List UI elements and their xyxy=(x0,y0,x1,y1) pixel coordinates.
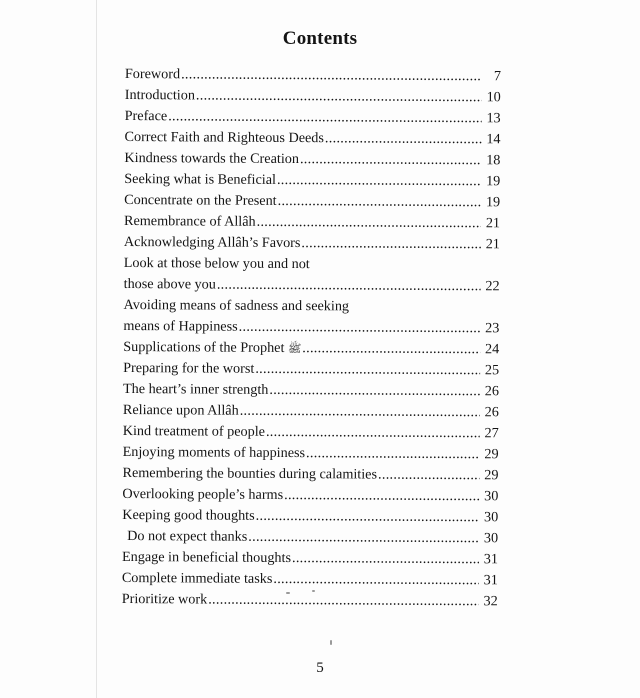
toc-entry-label-text: Prioritize work xyxy=(121,590,208,608)
toc-entry-label-text: Enjoying moments of happiness xyxy=(122,443,306,462)
toc-entry-label xyxy=(125,64,180,85)
toc-entry-lead-line: Look at those below you and not xyxy=(123,254,310,273)
toc-entry-label-text: The heart’s inner strength xyxy=(122,380,269,398)
toc-entry-row xyxy=(123,316,499,339)
toc-entry-label xyxy=(124,232,301,254)
toc-entry xyxy=(124,169,500,192)
toc-entry-label xyxy=(122,568,273,590)
toc-entry-label-text: Preface xyxy=(124,107,168,125)
toc-entry-label-text: Preparing for the worst xyxy=(123,359,255,377)
toc-entry-page: 29 xyxy=(484,467,499,484)
toc-entry-row xyxy=(123,337,499,360)
toc-entry xyxy=(124,232,500,255)
toc-entry-label-text: Introduction xyxy=(124,86,195,104)
toc-entry-label xyxy=(127,526,247,548)
toc-entry xyxy=(122,526,498,549)
scan-speck xyxy=(312,590,315,592)
toc-entry xyxy=(124,190,500,213)
scan-speck xyxy=(286,592,290,594)
toc-entry-page: 30 xyxy=(483,530,499,547)
dot-leader xyxy=(239,317,481,339)
dot-leader xyxy=(306,443,480,465)
toc-entry-label-text: Remembrance of Allâh xyxy=(123,212,256,230)
dot-leader xyxy=(217,275,481,298)
toc-entry-page: 14 xyxy=(486,131,501,148)
toc-entry-label-text: Kind treatment of people xyxy=(122,422,266,440)
toc-entry-row xyxy=(122,568,498,591)
toc-entry xyxy=(123,295,499,339)
dot-leader xyxy=(284,485,479,507)
toc-entry-page: 32 xyxy=(483,593,498,610)
toc-entry xyxy=(123,442,499,465)
toc-entry-label xyxy=(122,463,377,486)
toc-entry-label xyxy=(123,400,239,422)
toc-entry-page: 26 xyxy=(484,404,499,421)
toc-entry-row xyxy=(124,148,500,171)
toc-entry-page: 25 xyxy=(484,362,500,379)
toc-entry-label-text: Foreword xyxy=(124,65,181,83)
toc-entry-row xyxy=(123,379,499,402)
toc-entry xyxy=(123,358,499,381)
toc-entry xyxy=(122,505,498,528)
toc-entry-row xyxy=(124,190,500,213)
dot-leader xyxy=(256,506,480,528)
toc-entry-row xyxy=(124,232,500,255)
dot-leader xyxy=(301,233,481,255)
toc-entry-page: 19 xyxy=(486,173,501,190)
toc-entry-page: 24 xyxy=(485,341,500,358)
toc-entry-label xyxy=(124,190,277,212)
toc-entry-page: 21 xyxy=(485,236,500,253)
toc-entry-row xyxy=(123,400,499,423)
toc-entry-label xyxy=(124,127,323,149)
toc-entry-label-text: means of Happiness xyxy=(123,317,238,335)
scan-edge-divider xyxy=(96,0,97,698)
toc-entry-page: 27 xyxy=(484,425,499,442)
toc-entry-label xyxy=(124,274,216,296)
toc-entry-label xyxy=(124,169,276,191)
dot-leader xyxy=(277,170,481,192)
page-number: 5 xyxy=(316,660,324,676)
toc-entry-page: 31 xyxy=(483,551,499,568)
toc-entry-row xyxy=(125,64,501,87)
toc-entry-page: 19 xyxy=(485,194,501,211)
toc-entry-row xyxy=(125,106,501,129)
toc-entry-label xyxy=(123,442,306,464)
toc-entry xyxy=(125,106,501,129)
dot-leader xyxy=(378,465,480,487)
toc-entry xyxy=(125,64,501,87)
toc-entry-label-text: Kindness towards the Creation xyxy=(124,149,300,168)
toc-entry-row xyxy=(124,211,500,234)
toc-entry-label-text: Acknowledging Allâh’s Favors xyxy=(123,233,301,252)
toc-entry-label xyxy=(122,505,255,527)
toc-entry xyxy=(123,379,499,402)
toc-entry-page: 26 xyxy=(484,383,500,400)
toc-entry-label-text: Keeping good thoughts xyxy=(122,506,255,524)
toc-entry-label-text: Complete immediate tasks xyxy=(121,569,273,587)
dot-leader xyxy=(269,380,480,402)
dot-leader xyxy=(181,64,482,87)
toc-entry-label xyxy=(123,358,254,380)
toc-entry-row xyxy=(123,421,499,444)
toc-entry xyxy=(125,85,501,108)
toc-entry-label xyxy=(122,589,208,611)
toc-entry-page: 30 xyxy=(484,509,499,526)
toc-entry-row xyxy=(122,484,498,507)
toc-entry-row xyxy=(122,463,498,486)
toc-entry-row xyxy=(122,547,498,570)
dot-leader xyxy=(255,359,480,381)
toc-entry-label-text: those above you xyxy=(123,275,216,293)
dot-leader xyxy=(248,527,479,549)
salutation-seal-icon: ﷺ xyxy=(287,343,302,356)
toc-entry-row xyxy=(123,442,499,465)
toc-entry xyxy=(124,127,500,150)
toc-entry-label xyxy=(125,106,168,127)
toc-entry-label xyxy=(122,547,291,569)
dot-leader xyxy=(257,212,482,234)
toc-entry xyxy=(122,547,498,570)
toc-entry-page: 31 xyxy=(483,572,498,589)
table-of-contents xyxy=(122,64,501,612)
toc-entry xyxy=(123,421,499,444)
toc-entry-row xyxy=(122,526,498,549)
dot-leader xyxy=(292,548,479,570)
toc-entry xyxy=(122,589,498,612)
toc-entry-page: 22 xyxy=(485,278,500,295)
dot-leader xyxy=(278,191,482,213)
toc-entry-label-text: Engage in beneficial thoughts xyxy=(121,548,292,567)
toc-entry-label-text: Reliance upon Allâh xyxy=(122,401,239,419)
dot-leader xyxy=(266,422,480,444)
toc-entry-page: 23 xyxy=(485,320,500,337)
toc-entry xyxy=(122,568,498,591)
toc-entry xyxy=(122,463,498,486)
toc-entry-label-text: Seeking what is Beneficial xyxy=(124,170,277,188)
page-title: Contents xyxy=(282,28,358,49)
toc-entry-label xyxy=(124,211,256,233)
toc-entry xyxy=(124,148,500,171)
dot-leader xyxy=(273,569,479,591)
toc-entry-label-text: Concentrate on the Present xyxy=(124,191,277,209)
toc-entry-label-text: Supplications of the Prophet xyxy=(123,338,285,356)
toc-entry-row xyxy=(124,127,500,150)
dot-leader xyxy=(302,338,480,360)
toc-entry-row xyxy=(122,505,498,528)
dot-leader xyxy=(325,128,482,150)
toc-entry-label xyxy=(125,85,195,106)
toc-entry-page: 30 xyxy=(484,488,499,505)
toc-entry-label xyxy=(123,337,301,360)
toc-entry-label xyxy=(123,421,265,443)
toc-entry-row xyxy=(124,274,500,297)
dot-leader xyxy=(240,401,480,423)
toc-entry-page: 10 xyxy=(486,89,501,106)
toc-entry-row xyxy=(124,169,500,192)
toc-entry xyxy=(123,337,499,360)
toc-entry-label xyxy=(123,316,237,338)
toc-entry-label-text: Correct Faith and Righteous Deeds xyxy=(124,128,324,147)
toc-entry-row xyxy=(122,589,498,612)
toc-entry-page: 29 xyxy=(484,446,499,463)
dot-leader xyxy=(168,106,482,129)
toc-entry xyxy=(124,253,500,297)
toc-entry-lead-line: Avoiding means of sadness and seeking xyxy=(123,296,350,315)
toc-entry-label-text: Do not expect thanks xyxy=(127,528,248,545)
toc-entry-label xyxy=(123,379,269,401)
toc-entry-label-text: Remembering the bounties during calamities xyxy=(122,464,378,483)
dot-leader xyxy=(300,149,482,171)
toc-entry xyxy=(124,211,500,234)
scan-speck xyxy=(330,640,332,645)
dot-leader xyxy=(196,85,482,108)
toc-entry-label-text: Overlooking people’s harms xyxy=(122,485,284,503)
toc-entry-page: 7 xyxy=(493,68,501,85)
toc-entry-label xyxy=(124,148,299,170)
dot-leader xyxy=(208,590,479,613)
toc-entry xyxy=(123,400,499,423)
toc-entry xyxy=(122,484,498,507)
toc-entry-page: 13 xyxy=(486,110,501,127)
toc-entry-page: 21 xyxy=(485,215,501,232)
toc-entry-row xyxy=(125,85,501,108)
toc-entry-page: 18 xyxy=(486,152,501,169)
toc-entry-label xyxy=(122,484,283,506)
toc-entry-row xyxy=(123,358,499,381)
